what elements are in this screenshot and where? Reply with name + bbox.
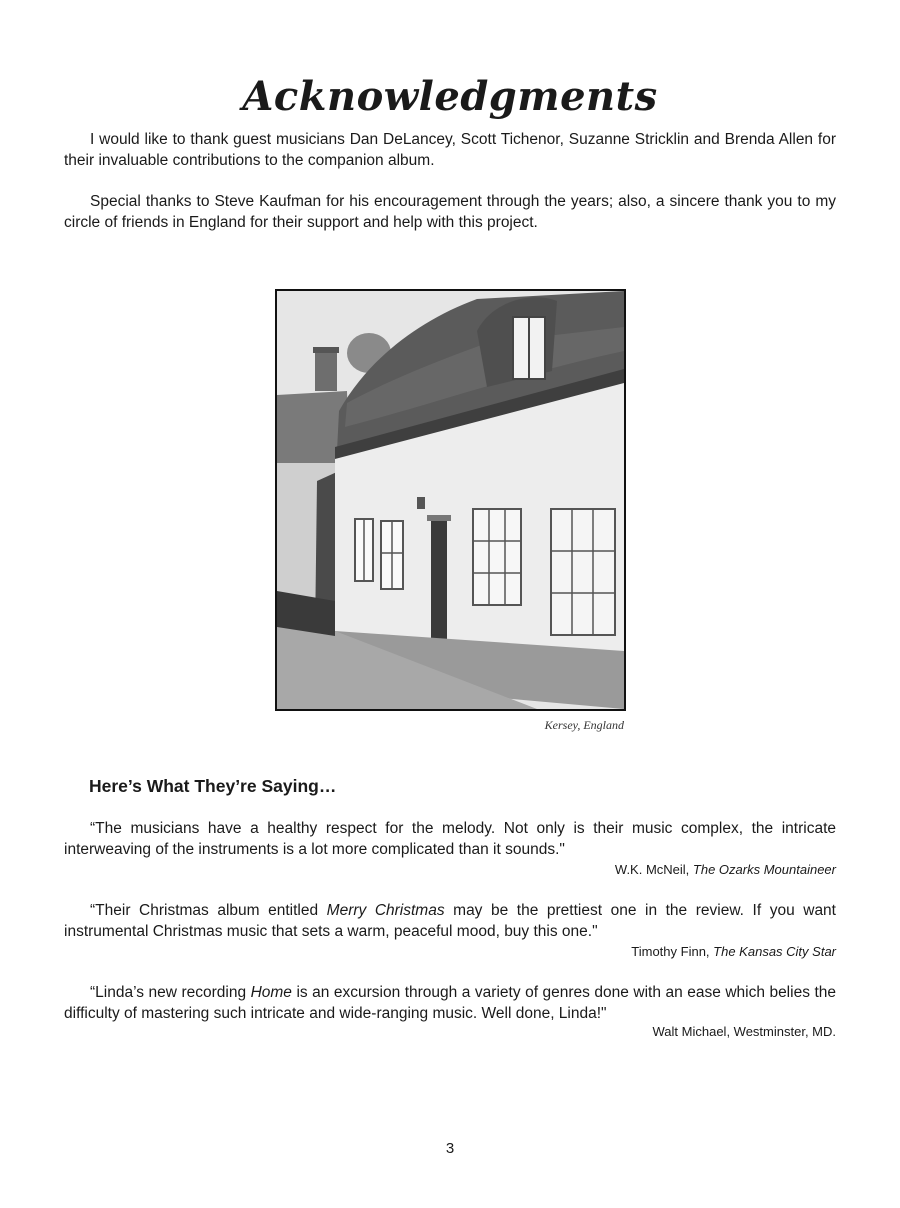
testimonial-author: W.K. McNeil, bbox=[614, 862, 690, 877]
cottage-photo bbox=[275, 289, 626, 711]
cottage-illustration bbox=[277, 291, 624, 709]
testimonial-quote-2 bbox=[64, 900, 836, 942]
testimonials-heading: Here’s What They’re Saying… bbox=[89, 776, 337, 796]
quote-text: “Linda’s new recording bbox=[90, 984, 251, 1001]
quote-text: is an excursion through a variety of genres done with an ease which belies the difficulty of mastering such intricate and wide-ranging music. Well done, Linda!" bbox=[64, 984, 836, 1022]
testimonial-source: The Ozarks Mountaineer bbox=[692, 862, 836, 877]
testimonial-quote-3 bbox=[64, 982, 836, 1024]
quote-text: may be the prettiest one in the review. If you want instrumental Christmas music that sets a warm, peaceful mood, buy this one." bbox=[64, 902, 836, 940]
album-title: Home bbox=[250, 984, 292, 1001]
photo-caption: Kersey, England bbox=[544, 718, 624, 732]
testimonial-author: Timothy Finn, bbox=[631, 944, 710, 959]
acknowledgment-paragraph-1: I would like to thank guest musicians Dan DeLancey, Scott Tichenor, Suzanne Stricklin and Brenda Allen for their invaluable contributions to the companion album. bbox=[64, 131, 836, 169]
testimonial-source: The Kansas City Star bbox=[713, 944, 836, 959]
testimonial-author: Walt Michael, Westminster, MD. bbox=[652, 1024, 836, 1039]
acknowledgment-paragraph-2: Special thanks to Steve Kaufman for his encouragement through the years; also, a sincere thank you to my circle of friends in England for their support and help with this project. bbox=[64, 193, 836, 231]
testimonial-quote-1: “The musicians have a healthy respect for the melody. Not only is their music complex, the intricate interweaving of the instruments is a lot more complicated than it sounds." bbox=[64, 820, 836, 858]
testimonial-attribution-3 bbox=[653, 1024, 836, 1039]
testimonial-attribution-2 bbox=[631, 944, 836, 959]
album-title: Merry Christmas bbox=[326, 902, 445, 919]
testimonial-attribution-1 bbox=[615, 862, 836, 877]
page-number: 3 bbox=[445, 1140, 455, 1157]
page-title: Acknowledgments bbox=[242, 72, 658, 120]
quote-text: “Their Christmas album entitled bbox=[90, 902, 327, 919]
